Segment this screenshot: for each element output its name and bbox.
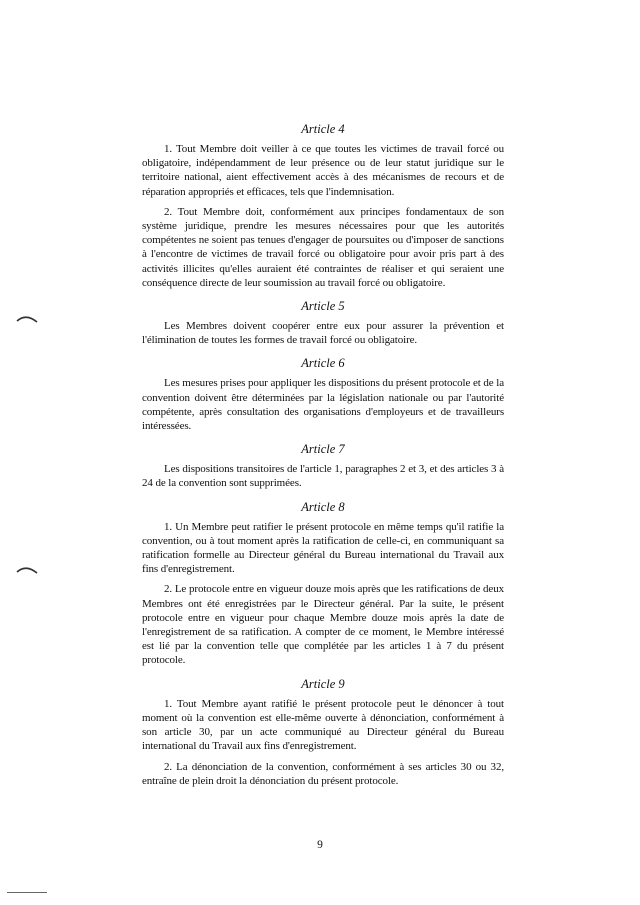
article-5	[142, 299, 504, 347]
article-paragraph: Les dispositions transitoires de l'article 1, paragraphes 2 et 3, et des articles 3 à 24 de la convention sont supprimées.	[142, 463, 504, 490]
article-paragraph: 1. Tout Membre ayant ratifié le présent protocole peut le dénoncer à tout moment où la convention est elle-même ouverte à dénonciation, conformément à son article 30, par un acte communiqué au Directeur général du Bureau international du Travail aux fins d'enregistrement.	[142, 697, 504, 753]
article-heading: Article 7	[301, 442, 345, 457]
article-heading: Article 9	[301, 676, 345, 691]
page-number: 9	[317, 839, 323, 851]
article-paragraph: 2. Le protocole entre en vigueur douze mois après que les ratifications de deux Membres ont été enregistrées par le Directeur général. Par la suite, le présent protocole entre en vigueur pour chaque Membre douze mois après la date de l'enregistrement de sa ratification. A compter de ce moment, le Membre intéressé est lié par la convention telle que complétée par les articles 1 à 7 du présent protocole.	[142, 583, 504, 667]
article-heading: Article 4	[301, 122, 345, 136]
footer-rule	[7, 892, 47, 893]
article-8	[142, 500, 504, 668]
article-paragraph: Les mesures prises pour appliquer les dispositions du présent protocole et de la convention doivent être déterminées par la législation nationale ou par l'autorité compétente, après consultation des organisations d'employeurs et de travailleurs intéressées.	[142, 377, 504, 433]
article-paragraph: 2. La dénonciation de la convention, conformément à ses articles 30 ou 32, entraîne de plein droit la dénonciation du présent protocole.	[142, 760, 504, 787]
article-4	[142, 122, 504, 290]
article-6	[142, 356, 504, 433]
article-9	[142, 677, 504, 788]
article-paragraph: 1. Un Membre peut ratifier le présent protocole en même temps qu'il ratifie la convention, ou à tout moment après la ratification de celle-ci, en communiquant sa ratification formelle au Directeur général du Bureau international du Travail aux fins d'enregistrement.	[142, 520, 504, 576]
article-paragraph: 1. Tout Membre doit veiller à ce que toutes les victimes de travail forcé ou obligatoire, indépendamment de leur présence ou de leur statut juridique sur le territoire national, aient effectivement accès à des mécanismes de recours et de réparation appropriés et efficaces, tels que l'indemnisation.	[142, 143, 504, 198]
article-paragraph: Les Membres doivent coopérer entre eux pour assurer la prévention et l'élimination de toutes les formes de travail forcé ou obligatoire.	[142, 320, 504, 347]
article-heading: Article 5	[301, 299, 345, 314]
article-7	[142, 442, 504, 490]
binding-hole-mark-icon	[16, 563, 38, 575]
article-heading: Article 8	[301, 499, 345, 514]
article-paragraph: 2. Tout Membre doit, conformément aux principes fondamentaux de son système juridique, prendre les mesures nécessaires pour que les autorités compétentes ne soient pas tenues d'engager de poursuites ou d'imposer de sanctions à l'encontre de victimes de travail forcé ou obligatoire pour avoir pris part à des activités illicites qu'elles auraient été contraintes de réaliser et qui seraient une conséquence directe de leur soumission au travail forcé ou obligatoire.	[142, 205, 504, 289]
binding-hole-mark-icon	[16, 312, 38, 324]
article-heading: Article 6	[301, 356, 345, 371]
text-column	[142, 122, 504, 797]
